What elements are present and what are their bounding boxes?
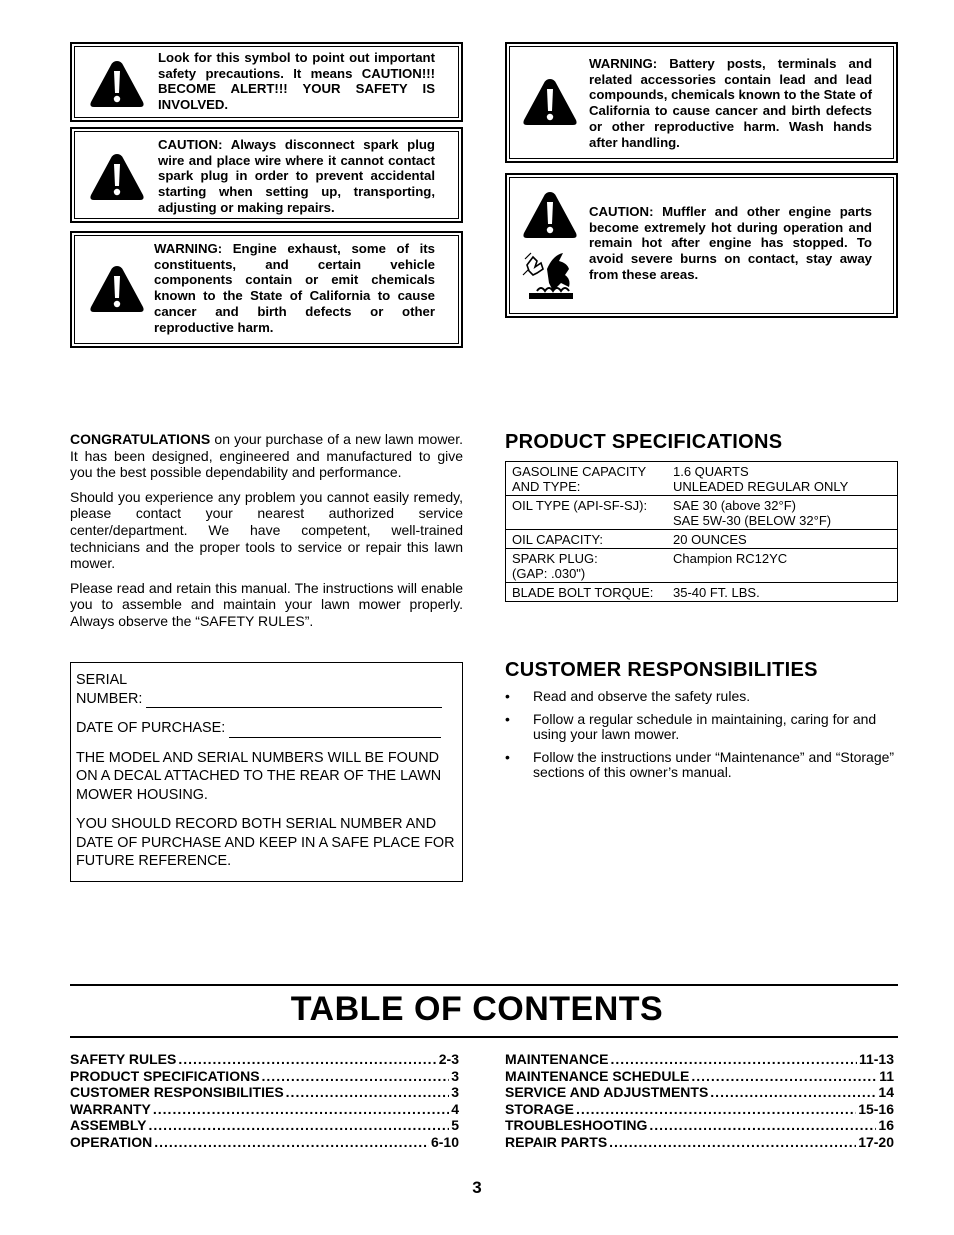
table-row: OIL TYPE (API-SF-SJ): SAE 30 (above 32°F) SAE 5W-30 (BELOW 32°F)	[506, 496, 898, 530]
hot-surface-burn-icon	[519, 247, 579, 305]
date-of-purchase-field[interactable]	[229, 737, 441, 738]
product-specifications-heading: PRODUCT SPECIFICATIONS	[505, 431, 783, 453]
intro-paragraph-1: CONGRATULATIONS on your purchase of a new lawn mower. It has been designed, engineered and manufactured to give you the best possible dependability and performance.	[70, 431, 463, 481]
toc-entry[interactable]: ASSEMBLY ..... 5	[70, 1117, 459, 1134]
toc-title: TABLE OF CONTENTS	[290, 990, 664, 1028]
toc-entry[interactable]: WARRANTY ..... 4	[70, 1101, 459, 1118]
spark-plug-caution-text: CAUTION: Always disconnect spark plug wire and place wire where it cannot contact spark plug in order to prevent accidental starting when setting up, transporting, adjusting or making repairs.	[158, 137, 435, 215]
toc-left-column	[70, 1051, 459, 1150]
warning-triangle-icon	[88, 151, 146, 203]
warning-triangle-icon	[88, 263, 146, 315]
responsibilities-list	[505, 689, 903, 788]
list-item: • Follow the instructions under “Maintenance” and “Storage” sections of this owner’s manual.	[505, 750, 903, 781]
list-item: • Follow a regular schedule in maintaining, caring for and using your lawn mower.	[505, 712, 903, 743]
toc-entry[interactable]: TROUBLESHOOTING ..... 16	[505, 1117, 894, 1134]
engine-exhaust-warning-text: WARNING: Engine exhaust, some of its constituents, and certain vehicle components contain or emit chemicals known to the State of California to cause cancer and birth defects or other reproductive harm.	[154, 241, 435, 335]
page-number: 3	[472, 1178, 482, 1197]
toc-right-column	[505, 1051, 894, 1150]
safety-symbol-text: Look for this symbol to point out important safety precautions. It means CAUTION!!! BECOME ALERT!!! YOUR SAFETY IS INVOLVED.	[158, 50, 435, 113]
table-row: SPARK PLUG: (GAP: .030") Champion RC12YC	[506, 549, 898, 583]
toc-entry[interactable]: OPERATION ..... 6-10	[70, 1134, 459, 1151]
table-row: GASOLINE CAPACITY AND TYPE: 1.6 QUARTS UNLEADED REGULAR ONLY	[506, 462, 898, 496]
serial-number-record-box: SERIAL NUMBER: DATE OF PURCHASE: THE MODEL AND SERIAL NUMBERS WILL BE FOUND ON A DECAL ATTACHED TO THE REAR OF THE LAWN MOWER HOUSING. YOU SHOULD RECORD BOTH SERIAL NUMBER AND DATE OF PURCHASE AND KEEP IN A SAFE PLACE FOR FUTURE REFERENCE.	[70, 662, 463, 882]
toc-entry[interactable]: SERVICE AND ADJUSTMENTS ..... 14	[505, 1084, 894, 1101]
product-specifications-table	[505, 461, 898, 602]
toc-entry[interactable]: REPAIR PARTS ..... 17-20	[505, 1134, 894, 1151]
warning-triangle-icon	[521, 76, 579, 128]
toc-top-rule	[70, 984, 898, 986]
table-row: OIL CAPACITY: 20 OUNCES	[506, 530, 898, 549]
spark-plug-caution-box	[70, 127, 463, 223]
battery-warning-text: WARNING: Battery posts, terminals and related accessories contain lead and lead compounds, chemicals known to the State of California to cause cancer and birth defects or other reproductive harm. Wash hands after handling.	[589, 56, 872, 150]
toc-entry[interactable]: MAINTENANCE SCHEDULE ..... 11	[505, 1068, 894, 1085]
serial-location-note: THE MODEL AND SERIAL NUMBERS WILL BE FOUND ON A DECAL ATTACHED TO THE REAR OF THE LAWN MOWER HOUSING.	[76, 749, 442, 803]
toc-entry[interactable]: PRODUCT SPECIFICATIONS ..... 3	[70, 1068, 459, 1085]
warning-triangle-icon	[521, 189, 579, 241]
intro-paragraph-2: Should you experience any problem you cannot easily remedy, please contact your nearest authorized service center/department. We have competent, well-trained technicians and the proper tools to service or repair this lawn mower.	[70, 488, 463, 572]
engine-exhaust-warning-box	[70, 231, 463, 348]
intro-paragraph-3: Please read and retain this manual. The instructions will enable you to assemble and maintain your lawn mower properly. Always observe the “SAFETY RULES”.	[70, 579, 463, 629]
safety-symbol-box	[70, 42, 463, 122]
serial-record-note: YOU SHOULD RECORD BOTH SERIAL NUMBER AND DATE OF PURCHASE AND KEEP IN A SAFE PLACE FOR FUTURE REFERENCE.	[76, 816, 455, 869]
muffler-caution-box	[505, 173, 898, 318]
toc-bottom-rule	[70, 1036, 898, 1038]
list-item: • Read and observe the safety rules.	[505, 689, 903, 705]
toc-entry[interactable]: MAINTENANCE ..... 11-13	[505, 1051, 894, 1068]
toc-entry[interactable]: CUSTOMER RESPONSIBILITIES ..... 3	[70, 1084, 459, 1101]
congratulations-lead: CONGRATULATIONS	[70, 431, 211, 447]
table-row: BLADE BOLT TORQUE: 35-40 FT. LBS.	[506, 583, 898, 602]
warning-triangle-icon	[88, 58, 146, 110]
toc-entry[interactable]: STORAGE ..... 15-16	[505, 1101, 894, 1118]
serial-number-field[interactable]	[146, 707, 442, 708]
intro-section	[70, 431, 463, 638]
toc-entry[interactable]: SAFETY RULES ..... 2-3	[70, 1051, 459, 1068]
battery-warning-box	[505, 42, 898, 163]
muffler-caution-text: CAUTION: Muffler and other engine parts become extremely hot during operation and remain hot after engine has stopped. To avoid severe burns on contact, stay away from these areas.	[589, 204, 872, 282]
customer-responsibilities-heading: CUSTOMER RESPONSIBILITIES	[505, 659, 818, 681]
